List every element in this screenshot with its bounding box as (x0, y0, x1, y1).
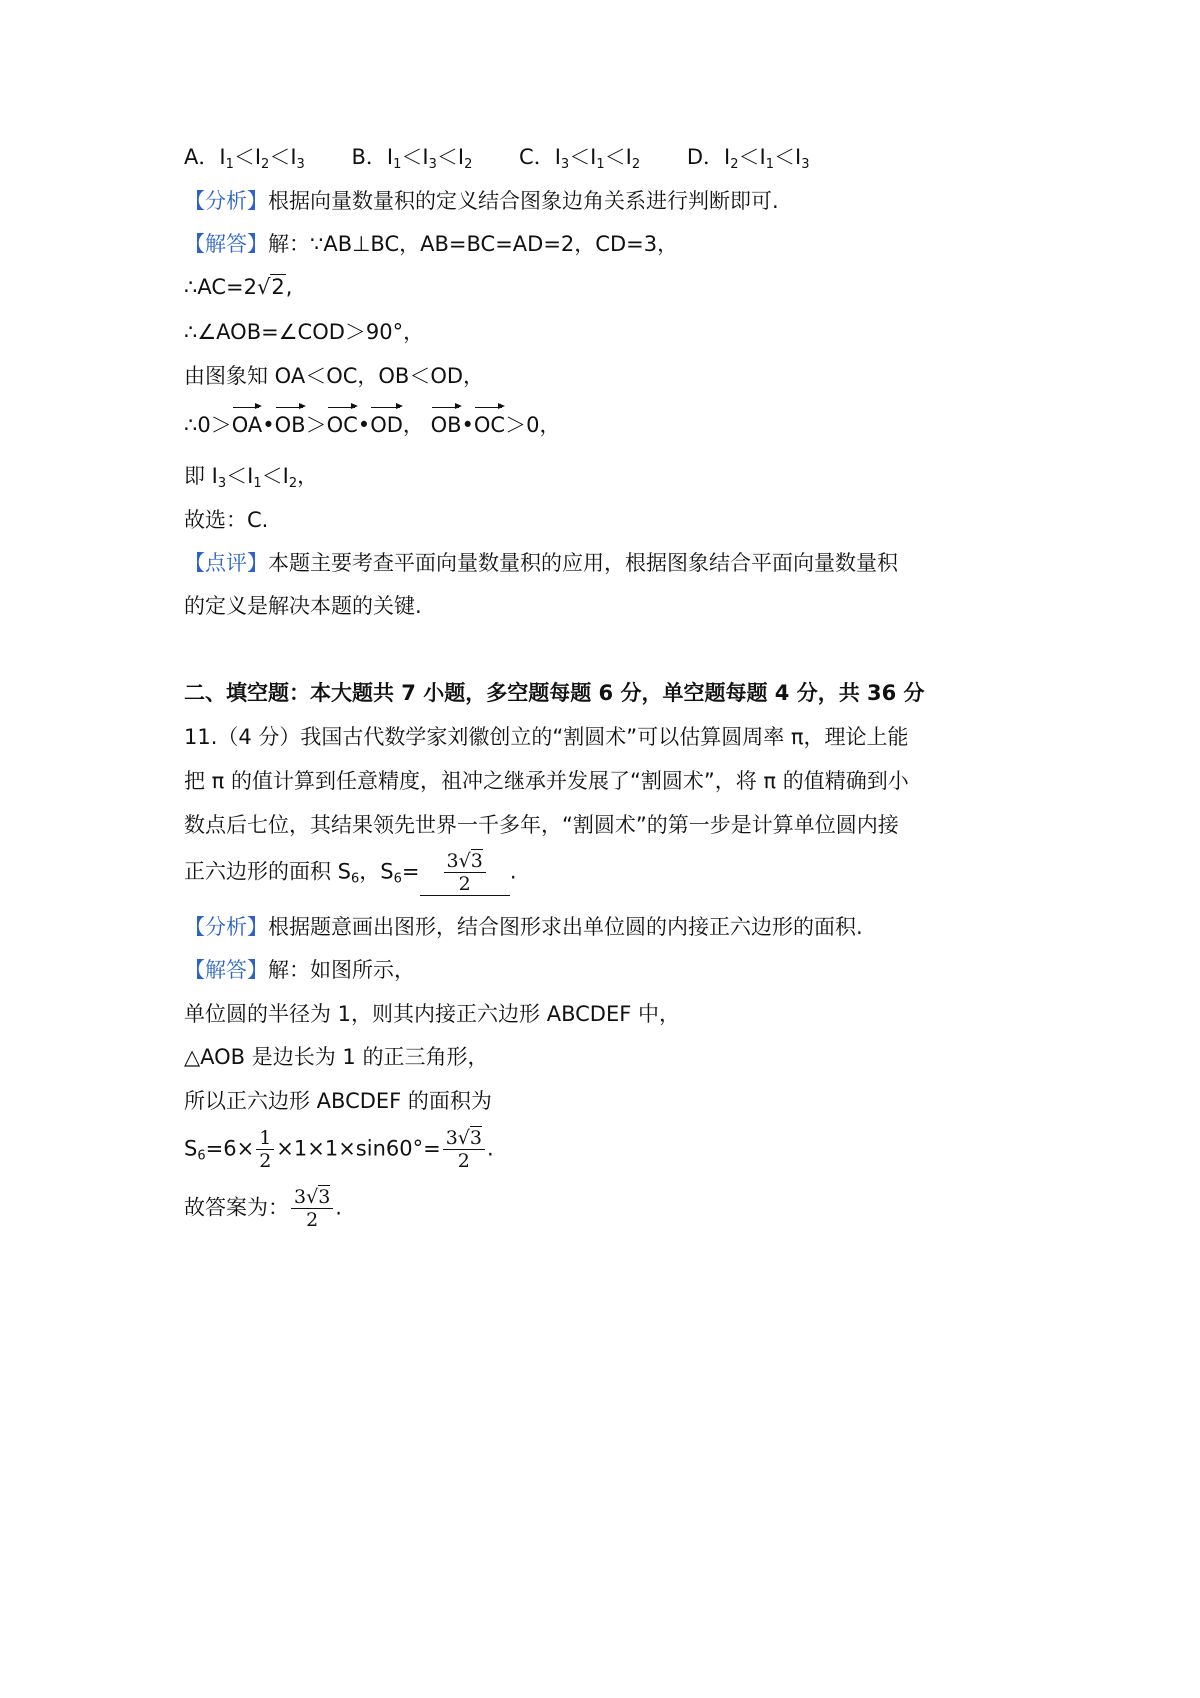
option-a: A．$I_1<I_2<I_3$ (184, 145, 305, 172)
vector-ob-2: OB (431, 410, 462, 440)
result-fraction: $\frac{3√3}{2}$ (443, 1127, 485, 1172)
q10-options (184, 142, 809, 172)
q10-angle-line: ∴∠AOB=∠COD＞90°， (184, 320, 425, 344)
comment-tag: 【点评】 (184, 551, 268, 575)
answer-fraction: $\frac{3√3}{2}$ (444, 850, 486, 895)
vector-oc-2: OC (474, 410, 505, 440)
answer-blank (420, 850, 510, 896)
q11-solution: 【解答】解：如图所示， (184, 958, 415, 982)
half-fraction: $\frac{1}{2}$ (256, 1127, 274, 1172)
q10-analysis (184, 186, 779, 216)
vector-oa: OA (232, 410, 263, 440)
q11-line-1: 11.（4 分）我国古代数学家刘徽创立的“割圆术”可以估算圆周率 π，理论上能 (184, 725, 909, 749)
q10-choice-line: 故选：C. (184, 508, 269, 532)
sqrt-expression: √2 (256, 275, 285, 299)
q10-figure-line: 由图象知 OA＜OC，OB＜OD， (184, 364, 485, 388)
section-header: 二、填空题：本大题共 7 小题，多空题每题 6 分，单空题每题 4 分，共 36 分 (184, 681, 925, 705)
analysis-tag: 【分析】 (184, 189, 268, 213)
q11-solution-step-2: △AOB 是边长为 1 的正三角形， (184, 1045, 489, 1069)
q10-ac-line: ∴AC=2√2, (184, 272, 292, 302)
q10-result-line: 即 $I_3<I_1<I_2$， (184, 464, 319, 491)
vector-od: OD (370, 410, 403, 440)
q11-line-4: 正六边形的面积 $S_6$，$S_6=$ $\frac{3√3}{2}$ . (184, 850, 517, 895)
vector-ob: OB (275, 410, 306, 440)
option-d: D．$I_2<I_1<I_3$ (686, 145, 810, 172)
analysis-text: 根据向量数量积的定义结合图象边角关系进行判断即可. (268, 189, 779, 213)
q11-final-answer: 故答案为： $\frac{3√3}{2}$ . (184, 1186, 342, 1231)
final-fraction: $\frac{3√3}{2}$ (291, 1186, 333, 1231)
solution-tag: 【解答】 (184, 232, 268, 256)
q10-comment: 【点评】本题主要考查平面向量数量积的应用，根据图象结合平面向量数量积 (184, 551, 898, 575)
q10-inequality-line: ∴0＞OA•OB＞OC•OD， OB•OC＞0， (184, 410, 560, 440)
solution-tag: 【解答】 (184, 958, 268, 982)
analysis-tag: 【分析】 (184, 915, 268, 939)
q10-comment-cont: 的定义是解决本题的关键. (184, 594, 422, 618)
q11-line-3: 数点后七位，其结果领先世界一千多年，“割圆术”的第一步是计算单位圆内接 (184, 813, 899, 837)
q11-solution-step-3: 所以正六边形 ABCDEF 的面积为 (184, 1089, 492, 1113)
solution-text: 解：∵AB⊥BC，AB=BC=AD=2，CD=3， (268, 232, 679, 256)
q11-line-2: 把 π 的值计算到任意精度，祖冲之继承并发展了“割圆术”，将 π 的值精确到小 (184, 769, 909, 793)
vector-oc: OC (327, 410, 358, 440)
q11-formula-line: $S_6=6\times$ $\frac{1}{2}$ ×1×1×sin60°= $\frac{3√3}{2}$ . (184, 1127, 494, 1172)
option-b: B．$I_1<I_3<I_2$ (351, 145, 473, 172)
q11-analysis: 【分析】根据题意画出图形，结合图形求出单位圆的内接正六边形的面积. (184, 915, 863, 939)
option-c: C．$I_3<I_1<I_2$ (519, 145, 641, 172)
q10-solution (184, 229, 678, 259)
q11-solution-step-1: 单位圆的半径为 1，则其内接正六边形 ABCDEF 中， (184, 1002, 680, 1026)
